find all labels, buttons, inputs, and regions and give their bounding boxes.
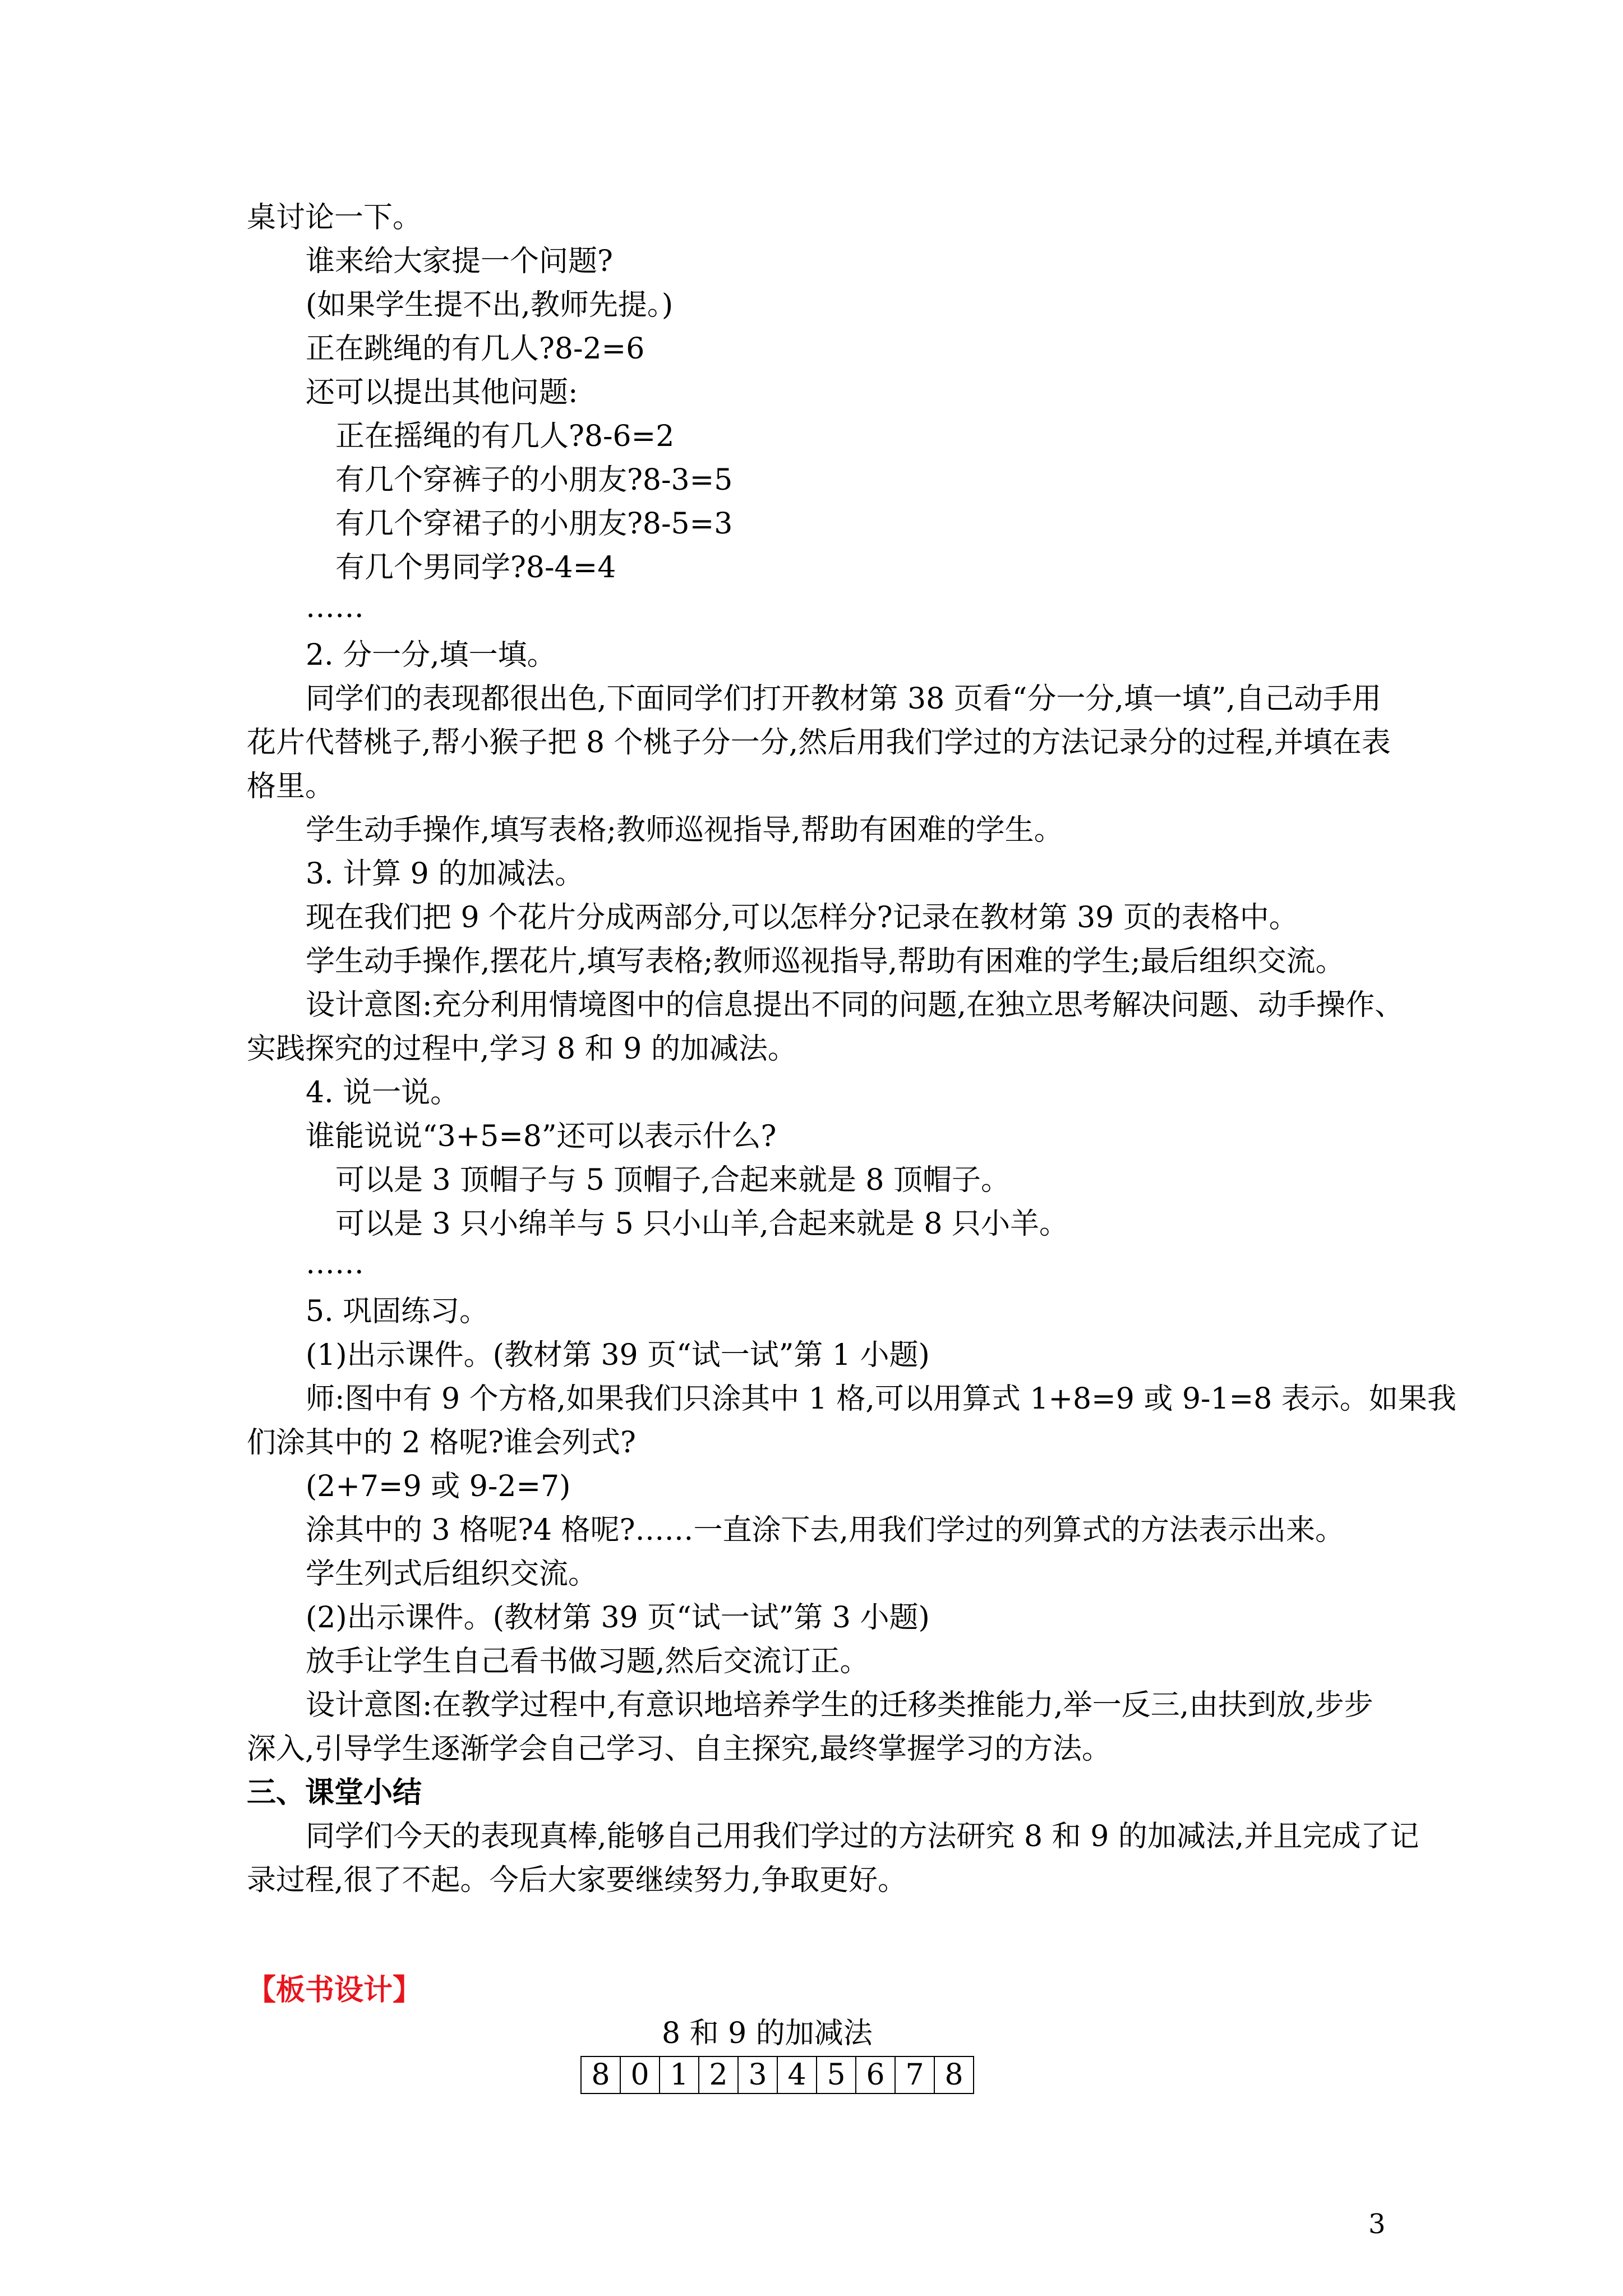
text-line: 学生动手操作,摆花片,填写表格;教师巡视指导,帮助有困难的学生;最后组织交流。 — [306, 945, 1345, 978]
text-line: 有几个穿裙子的小朋友?8-5=3 — [335, 507, 733, 541]
section-title: 三、课堂小结 — [247, 1775, 422, 1810]
board-number-row — [581, 2056, 974, 2093]
text-line: (2)出示课件。(教材第 39 页“试一试”第 3 小题) — [306, 1601, 930, 1635]
section-heading: 2. 分一分,填一填。 — [306, 638, 556, 672]
ellipsis: …… — [306, 1247, 364, 1281]
text-line: (1)出示课件。(教材第 39 页“试一试”第 1 小题) — [306, 1338, 930, 1372]
text-line: 谁来给大家提一个问题? — [306, 245, 613, 278]
section-heading: 4. 说一说。 — [306, 1076, 460, 1110]
text-line: 有几个穿裤子的小朋友?8-3=5 — [335, 463, 733, 497]
text-line: 录过程,很了不起。今后大家要继续努力,争取更好。 — [247, 1864, 907, 1897]
text-line: (如果学生提不出,教师先提。) — [306, 288, 674, 322]
board-cell: 2 — [699, 2056, 738, 2093]
text-line: 实践探究的过程中,学习 8 和 9 的加减法。 — [247, 1032, 797, 1066]
text-line: 可以是 3 顶帽子与 5 顶帽子,合起来就是 8 顶帽子。 — [335, 1163, 1010, 1197]
board-cell: 8 — [934, 2056, 974, 2093]
text-line: 格里。 — [247, 770, 335, 803]
text-line: 同学们的表现都很出色,下面同学们打开教材第 38 页看“分一分,填一填”,自己动手用 — [306, 682, 1381, 716]
text-line: 学生动手操作,填写表格;教师巡视指导,帮助有困难的学生。 — [306, 813, 1063, 847]
text-line: 师:图中有 9 个方格,如果我们只涂其中 1 格,可以用算式 1+8=9 或 9-1=8 表示。如果我 — [306, 1382, 1456, 1416]
design-intent: 设计意图:在教学过程中,有意识地培养学生的迁移类推能力,举一反三,由扶到放,步步 — [306, 1688, 1373, 1722]
text-line: 们涂其中的 2 格呢?谁会列式? — [247, 1426, 636, 1460]
board-cell: 7 — [895, 2056, 934, 2093]
text-line: 正在摇绳的有几人?8-6=2 — [335, 420, 675, 453]
page-number: 3 — [1368, 2208, 1386, 2240]
board-cell: 0 — [620, 2056, 660, 2093]
text-line: 涂其中的 3 格呢?4 格呢?……一直涂下去,用我们学过的列算式的方法表示出来。 — [306, 1513, 1345, 1547]
board-cell: 8 — [581, 2056, 620, 2093]
text-line: 正在跳绳的有几人?8-2=6 — [306, 332, 645, 366]
board-number-table — [580, 2056, 974, 2094]
text-line: (2+7=9 或 9-2=7) — [306, 1470, 571, 1503]
board-cell: 6 — [856, 2056, 895, 2093]
section-heading: 3. 计算 9 的加减法。 — [306, 857, 584, 891]
ellipsis: …… — [306, 591, 364, 624]
text-line: 放手让学生自己看书做习题,然后交流订正。 — [306, 1645, 869, 1678]
board-cell: 5 — [817, 2056, 856, 2093]
text-line: 深入,引导学生逐渐学会自己学习、自主探究,最终掌握学习的方法。 — [247, 1732, 1112, 1766]
board-cell: 3 — [738, 2056, 777, 2093]
board-cell: 1 — [660, 2056, 699, 2093]
text-line: 桌讨论一下。 — [247, 201, 422, 234]
board-design-heading: 【板书设计】 — [247, 1973, 422, 2007]
design-intent: 设计意图:充分利用情境图中的信息提出不同的问题,在独立思考解决问题、动手操作、 — [306, 988, 1404, 1022]
text-line: 花片代替桃子,帮小猴子把 8 个桃子分一分,然后用我们学过的方法记录分的过程,并填在表 — [247, 726, 1391, 760]
text-line: 同学们今天的表现真棒,能够自己用我们学过的方法研究 8 和 9 的加减法,并且完成了记 — [306, 1820, 1419, 1853]
text-line: 现在我们把 9 个花片分成两部分,可以怎样分?记录在教材第 39 页的表格中。 — [306, 901, 1298, 935]
text-line: 学生列式后组织交流。 — [306, 1557, 598, 1591]
section-heading: 5. 巩固练习。 — [306, 1295, 489, 1328]
text-line: 还可以提出其他问题: — [306, 376, 578, 409]
text-line: 谁能说说“3+5=8”还可以表示什么? — [306, 1120, 777, 1153]
board-title: 8 和 9 的加减法 — [662, 2017, 873, 2050]
text-line: 可以是 3 只小绵羊与 5 只小山羊,合起来就是 8 只小羊。 — [335, 1207, 1068, 1241]
board-cell: 4 — [777, 2056, 817, 2093]
text-line: 有几个男同学?8-4=4 — [335, 551, 616, 585]
